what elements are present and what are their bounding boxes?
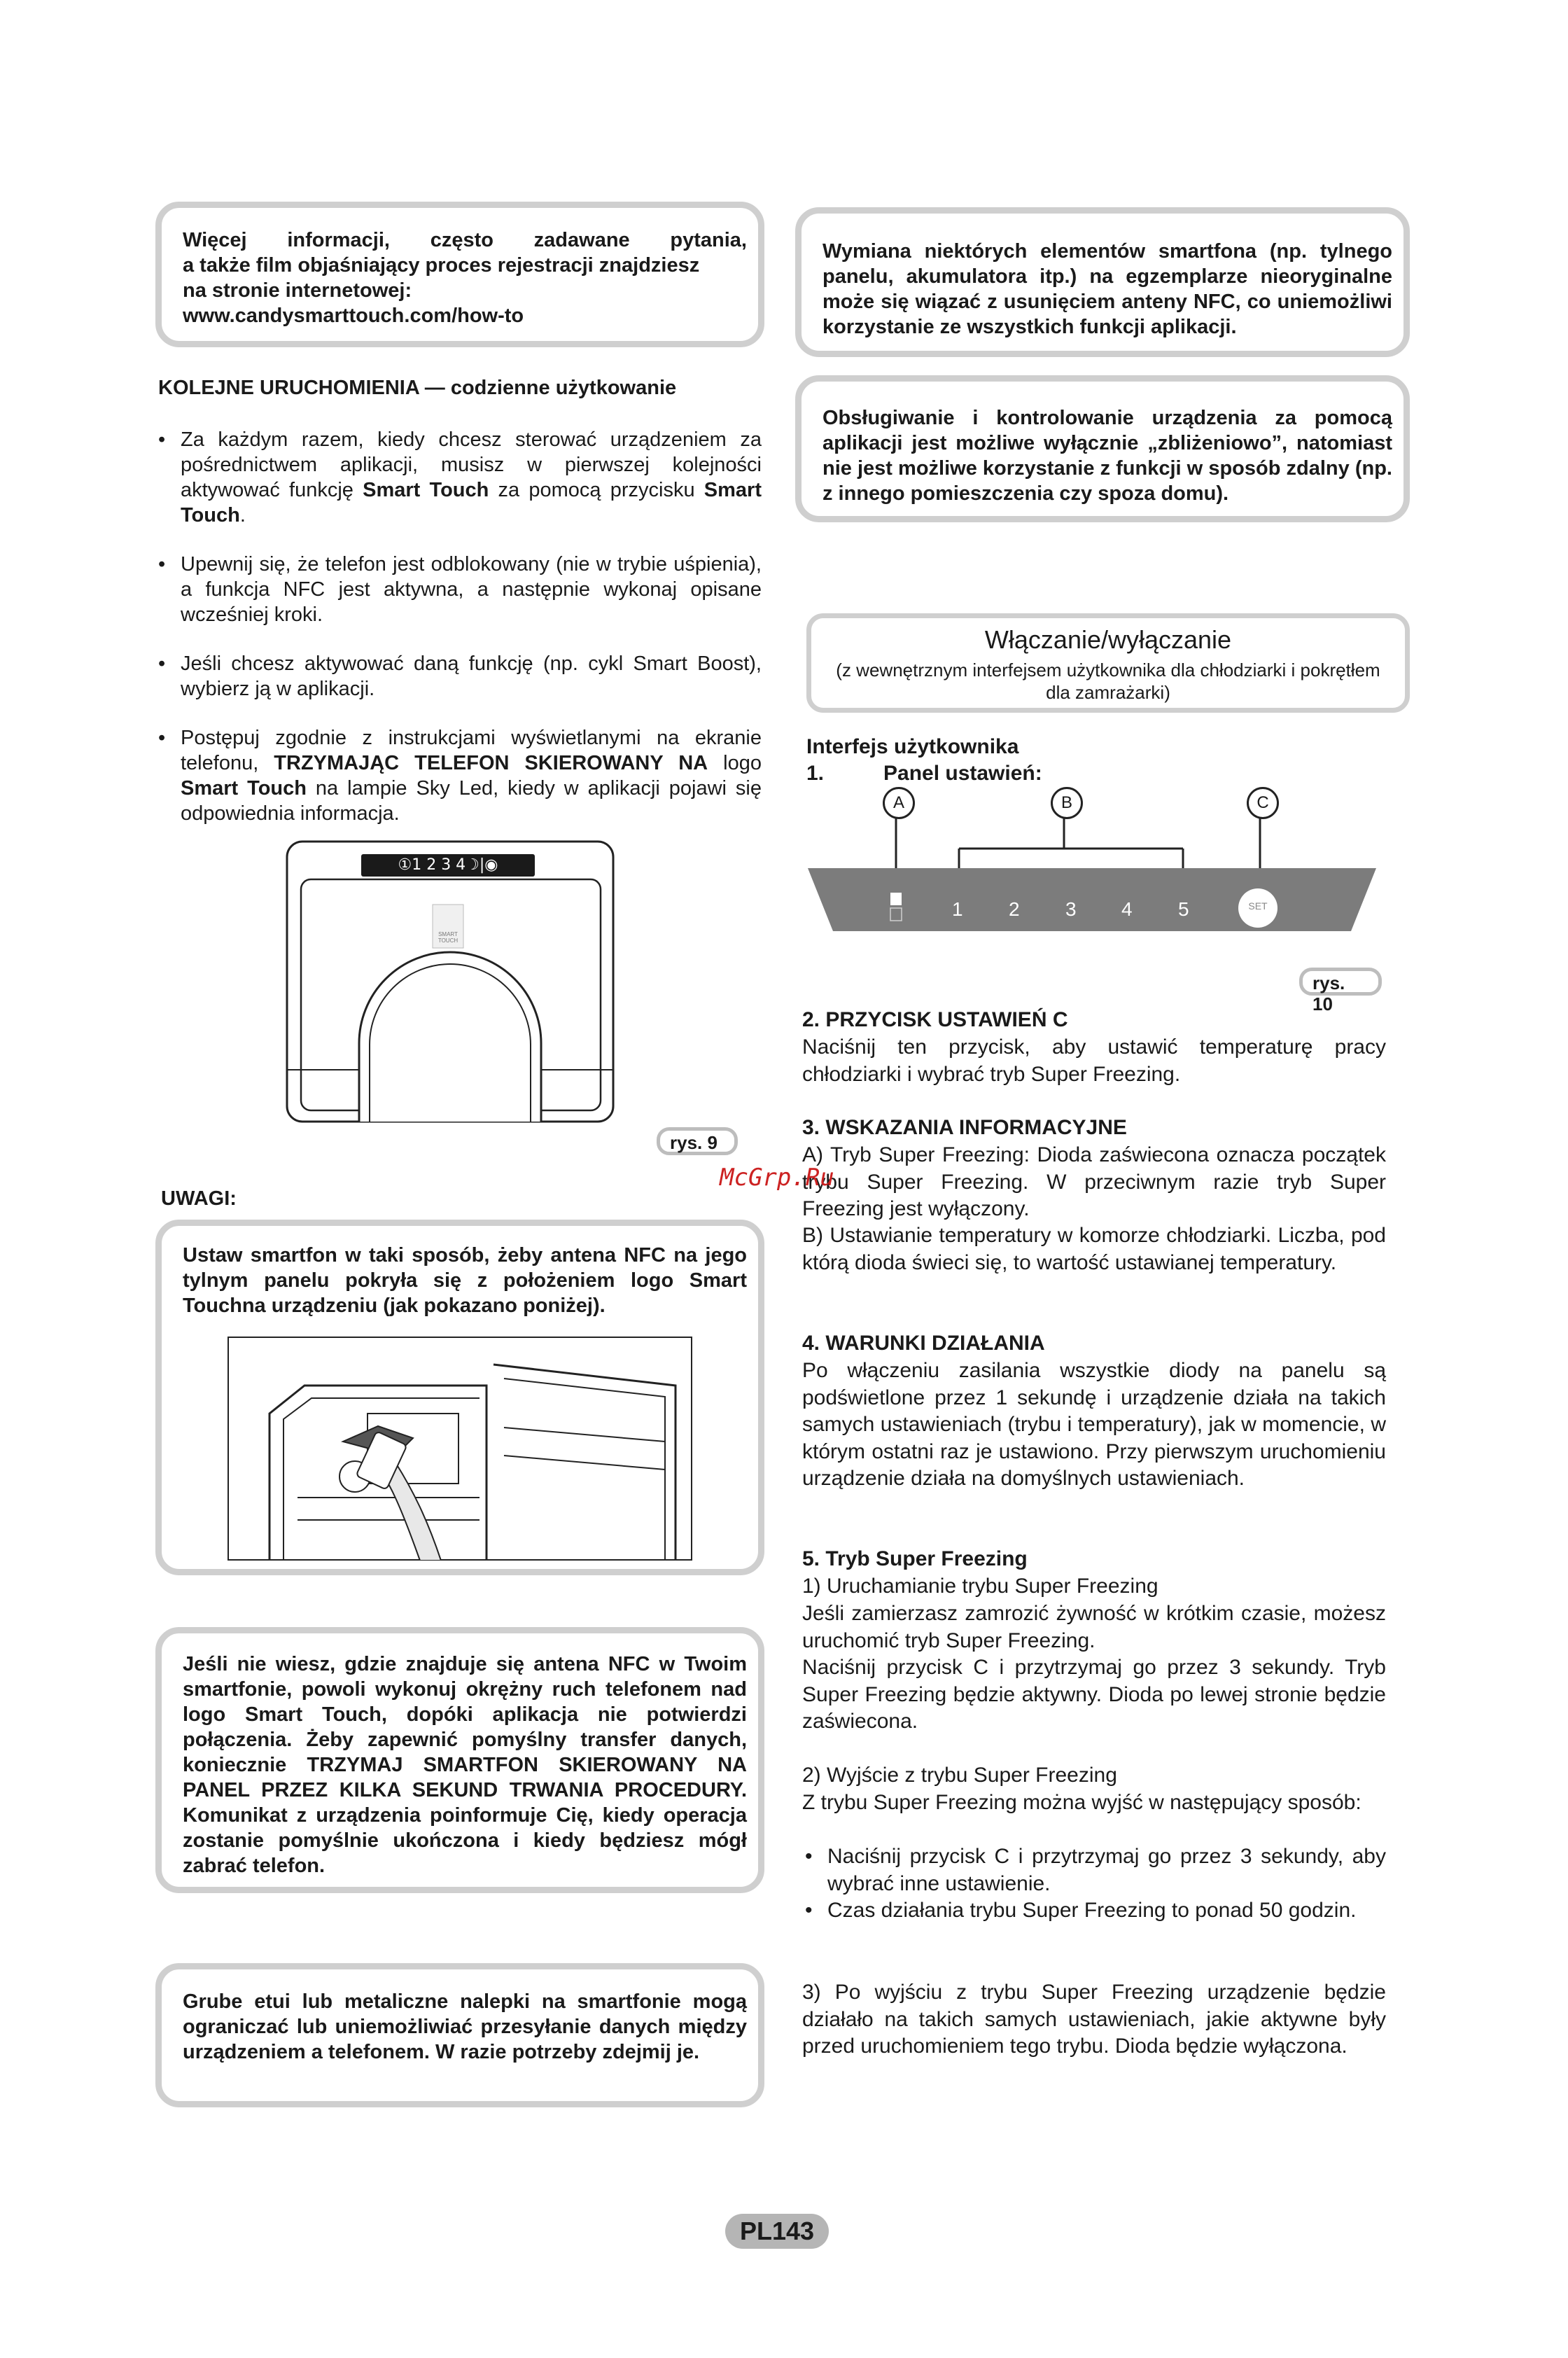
fig10-label: rys. 10 <box>1299 968 1382 996</box>
info-line-1: Więcej informacji, często zadawane pytania, <box>183 229 747 251</box>
onoff-subtitle-2: dla zamrażarki) <box>1046 682 1170 703</box>
right-box-2-text: Obsługiwanie i kontrolowanie urządzenia za pomocą aplikacji jest możliwe wyłącznie „zbliżeniowo”, natomiast nie jest możliwe korzystanie z funkcji w sposób zdalny (np. z innego pomieszczenia czy spoza domu). <box>822 407 1392 505</box>
s3-title: 3. WSKAZANIA INFORMACYJNE <box>802 1116 1127 1139</box>
right-box-1 <box>795 207 1410 357</box>
info-line-3: na stronie internetowej: <box>183 279 412 302</box>
info-url[interactable]: www.candysmarttouch.com/how-to <box>183 305 524 327</box>
page-number: PL143 <box>725 2214 829 2249</box>
info-line-2: a także film objaśniający proces rejestracji znajdziesz <box>183 254 700 277</box>
note-3-text: Grube etui lub metaliczne nalepki na smartfonie mogą ograniczać lub uniemożliwiać przesyłanie danych między urządzeniem a telefonem. W razie potrzeby zdejmij je. <box>183 1990 747 2063</box>
onoff-title: Włączanie/wyłączanie <box>984 625 1232 654</box>
s5-3-text: 3) Po wyjściu z trybu Super Freezing urządzenie będzie działało na takich samych ustawieniach, jakie aktywne były przed uruchomieniem tego trybu. Dioda będzie wyłączona. <box>802 1981 1386 2058</box>
s5-2-title: 2) Wyjście z trybu Super Freezing <box>802 1764 1117 1787</box>
right-box-1-text: Wymiana niektórych elementów smartfona (np. tylnego panelu, akumulatora itp.) na egzemplarze nieoryginalne może się wiązać z usunięciem anteny NFC, co uniemożliwi korzystanie ze wszystkich funkcji aplikacji. <box>822 240 1392 338</box>
s5-2-bullets <box>802 1843 1386 1925</box>
note-2-box <box>155 1627 764 1893</box>
panel-number: 1. <box>806 762 825 785</box>
panel-digit-5: 5 <box>1178 898 1189 920</box>
right-box-2 <box>795 375 1410 522</box>
panel-digit-2: 2 <box>1009 898 1020 920</box>
s5-2-bullet-2: • Czas działania trybu Super Freezing to ponad 50 godzin. <box>802 1897 1386 1925</box>
lamp-display-icons: ①1 2 3 4☽|◉ <box>398 856 498 874</box>
bullet-1: • Za każdym razem, kiedy chcesz sterować urządzeniem za pośrednictwem aplikacji, musisz w pierwszej kolejności aktywować funkcję Smart Touch za pomocą przycisku Smart Touch. <box>158 427 762 528</box>
section-heading: KOLEJNE URUCHOMIENIA — codzienne użytkowanie <box>158 377 677 399</box>
s3-a-text: A) Tryb Super Freezing: Dioda zaświecona oznacza początek trybu Super Freezing. W przeciwnym razie tryb Super Freezing jest wyłączony. <box>802 1143 1386 1220</box>
s5-1-text-2: Naciśnij przycisk C i przytrzymaj go przez 3 sekundy. Tryb Super Freezing będzie aktywny. Dioda po lewej stronie będzie zaświecona. <box>802 1656 1386 1733</box>
s4-title: 4. WARUNKI DZIAŁANIA <box>802 1332 1045 1355</box>
marker-b: B <box>1051 787 1083 819</box>
note-2-text: Jeśli nie wiesz, gdzie znajduje się antena NFC w Twoim smartfonie, powoli wykonuj okrężny ruch telefonem nad logo Smart Touch, dopóki aplikacja nie potwierdzi połączenia. Żeby zapewnić pomyślny transfer danych, koniecznie TRZYMAJ SMARTFON SKIEROWANY NA PANEL PRZEZ KILKA SEKUND TRWANIA PROCEDURY. Komunikat z urządzenia poinformuje Cię, kiedy operacja zostanie pomyślnie ukończona i kiedy będziesz mógł zabrać telefon. <box>183 1653 747 1877</box>
marker-c: C <box>1247 787 1279 819</box>
s4-text: Po włączeniu zasilania wszystkie diody na panelu są podświetlone przez 1 sekundę i urządzenie działa na takich samych ustawieniach (trybu i temperatury), jak w momencie, w którym ostatni raz je ustawiono. Przy pierwszym uruchomieniu urządzenie działa na domyślnych ustawieniach. <box>802 1359 1386 1490</box>
set-button[interactable]: SET <box>1248 900 1268 912</box>
s2-title: 2. PRZYCISK USTAWIEŃ C <box>802 1008 1068 1031</box>
bullet-3: • Jeśli chcesz aktywować daną funkcję (np. cykl Smart Boost), wybierz ją w aplikacji. <box>158 651 762 702</box>
info-box <box>155 202 764 347</box>
s5-title: 5. Tryb Super Freezing <box>802 1547 1028 1570</box>
s5-2-bullet-1: • Naciśnij przycisk C i przytrzymaj go przez 3 sekundy, aby wybrać inne ustawienie. <box>802 1843 1386 1897</box>
note-3-box <box>155 1963 764 2107</box>
notes-heading: UWAGI: <box>161 1187 237 1210</box>
panel-digit-4: 4 <box>1121 898 1133 920</box>
s3-b-text: B) Ustawianie temperatury w komorze chłodziarki. Liczba, pod którą dioda świeci się, to wartość ustawianej temperatury. <box>802 1224 1386 1274</box>
watermark: McGrp.Ru <box>720 1164 834 1192</box>
figure-9-lamp <box>286 840 615 1124</box>
s2-text: Naciśnij ten przycisk, aby ustawić temperaturę pracy chłodziarki i wybrać tryb Super Freezing. <box>802 1035 1386 1086</box>
fridge-phone-illustration <box>227 1337 692 1561</box>
panel-digit-3: 3 <box>1065 898 1077 920</box>
bullet-4: • Postępuj zgodnie z instrukcjami wyświetlanymi na ekranie telefonu, TRZYMAJĄC TELEFON SKIEROWANY NA logo Smart Touch na lampie Sky Led, kiedy w aplikacji pojawi się odpowiednia informacja. <box>158 725 762 826</box>
note-1-box <box>155 1220 764 1575</box>
onoff-box <box>806 613 1410 713</box>
s5-1-title: 1) Uruchamianie trybu Super Freezing <box>802 1575 1158 1598</box>
lamp-illustration <box>286 840 615 1124</box>
bullet-2: • Upewnij się, że telefon jest odblokowany (nie w trybie uśpienia), a funkcja NFC jest aktywna, a następnie wykonaj opisane wcześniej kroki. <box>158 552 762 627</box>
usage-bullets <box>158 427 762 850</box>
note-1-text: Ustaw smartfon w taki sposób, żeby antena NFC na jego tylnym panelu pokryła się z położeniem logo Smart Touchna urządzeniu (jak pokazano poniżej). <box>183 1244 747 1317</box>
fig9-label: rys. 9 <box>657 1127 738 1155</box>
panel-label: Panel ustawień: <box>883 762 1042 785</box>
smart-touch-logo: SMART TOUCH <box>438 931 458 944</box>
s5-2-text: Z trybu Super Freezing można wyjść w następujący sposób: <box>802 1791 1362 1814</box>
ui-heading: Interfejs użytkownika <box>806 735 1019 758</box>
marker-a: A <box>883 787 915 819</box>
panel-digit-1: 1 <box>952 898 963 920</box>
s5-1-text: Jeśli zamierzasz zamrozić żywność w krótkim czasie, możesz uruchomić tryb Super Freezing. <box>802 1602 1386 1652</box>
onoff-subtitle-1: (z wewnętrznym interfejsem użytkownika dla chłodziarki i pokrętłem <box>836 660 1380 681</box>
